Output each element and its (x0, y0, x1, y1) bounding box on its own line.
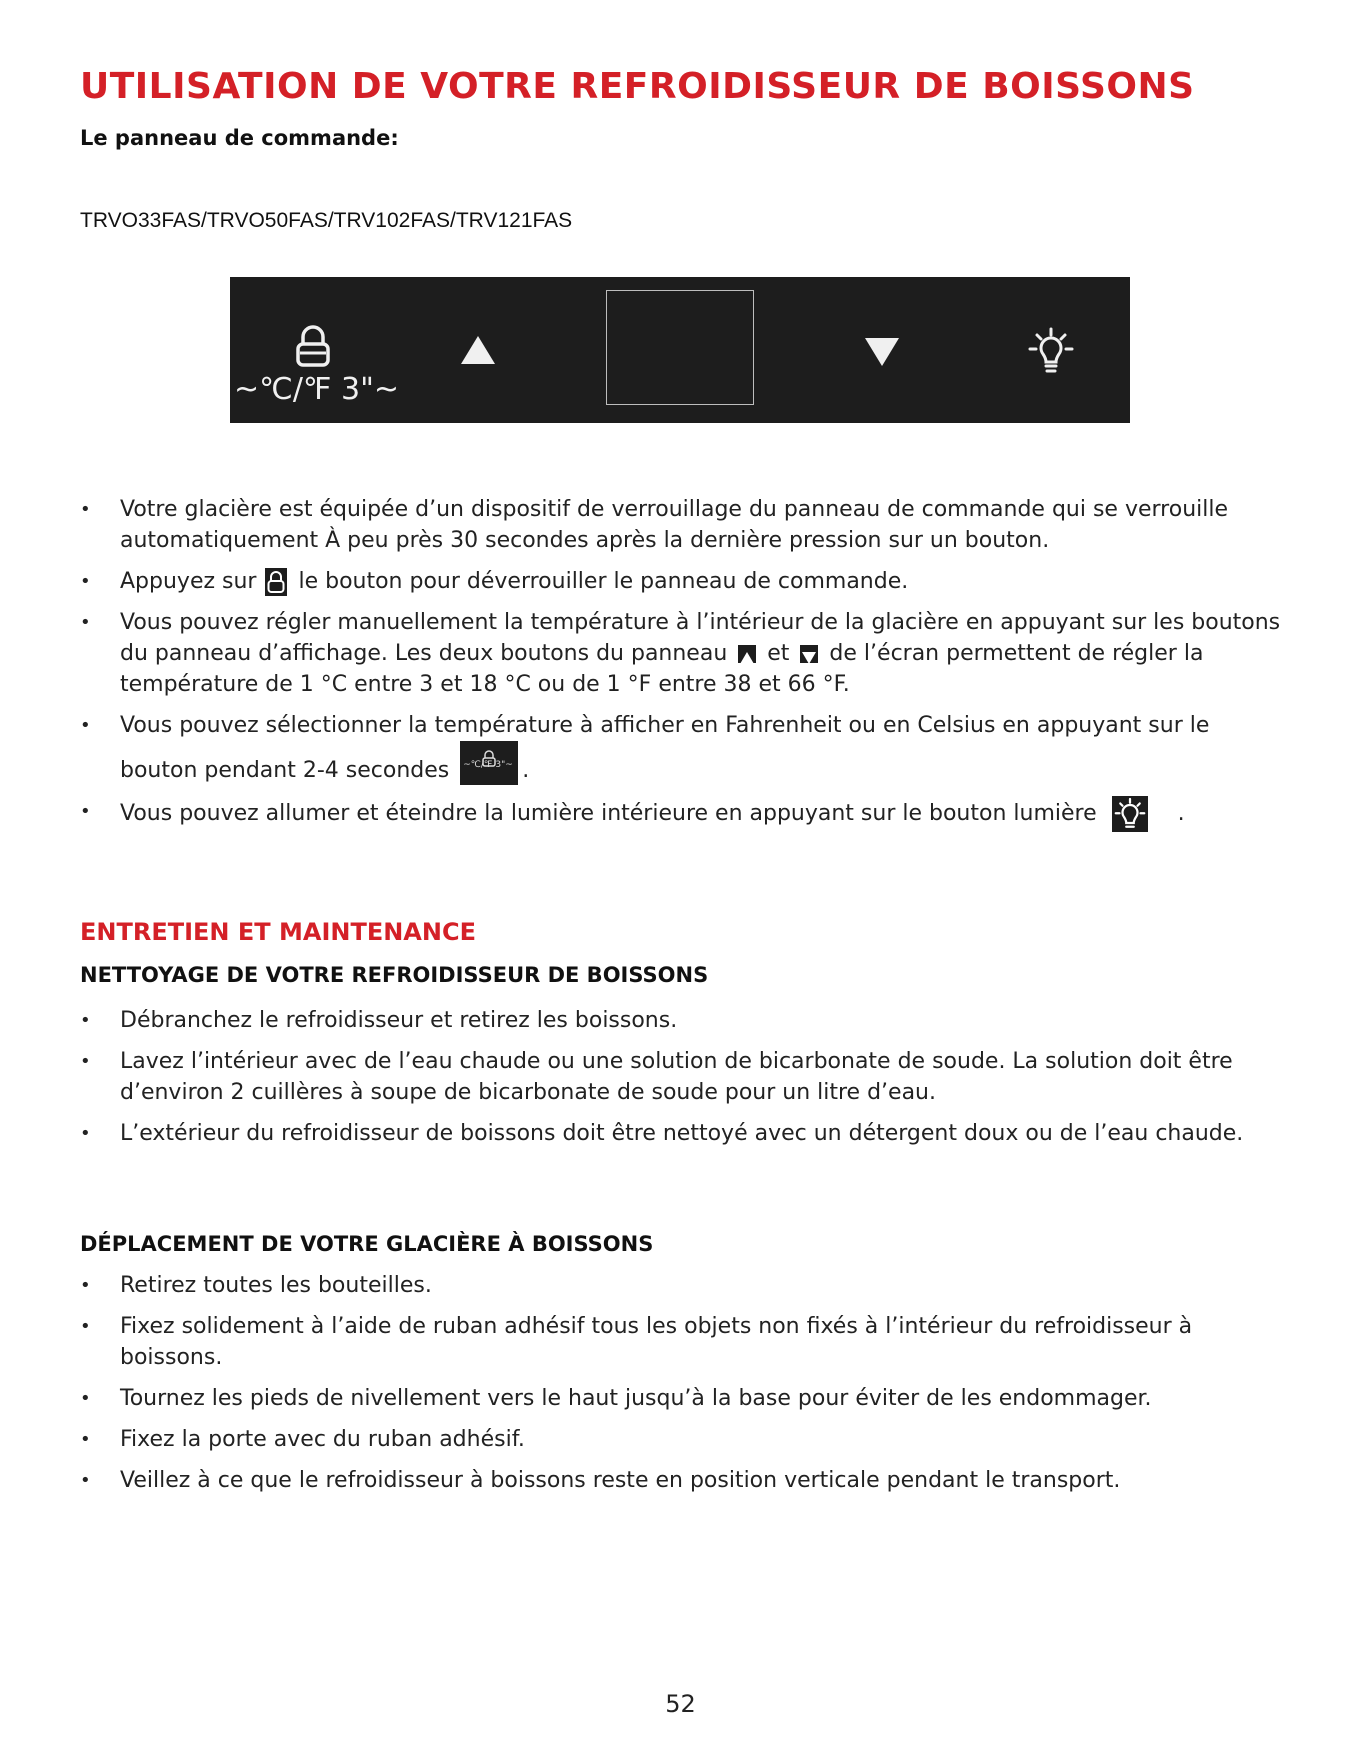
display-screen (606, 290, 754, 405)
down-arrow-icon (862, 335, 902, 369)
cleaning-list (80, 1005, 1290, 1159)
list-item: • Votre glacière est équipée d’un dispositif de verrouillage du panneau de commande qui se verrouille automatiquement À peu près 30 secondes après la dernière pression sur un bouton. (80, 494, 1290, 556)
usage-instructions-list (80, 494, 1290, 842)
list-item: • Vous pouvez sélectionner la température à afficher en Fahrenheit ou en Celsius en appuyant sur le bouton pendant 2-4 secondes ~℃/℉ 3"~ . (80, 710, 1290, 786)
light-button-icon (1112, 796, 1148, 832)
list-item: • Retirez toutes les bouteilles. (80, 1270, 1290, 1301)
list-item: • Tournez les pieds de nivellement vers le haut jusqu’à la base pour éviter de les endommager. (80, 1383, 1290, 1414)
list-item: • Lavez l’intérieur avec de l’eau chaude ou une solution de bicarbonate de soude. La solution doit être d’environ 2 cuillères à soupe de bicarbonate de soude pour un litre d’eau. (80, 1046, 1290, 1108)
moving-heading: DÉPLACEMENT DE VOTRE GLACIÈRE À BOISSONS (80, 1232, 654, 1256)
maintenance-section-title: ENTRETIEN ET MAINTENANCE (80, 918, 476, 946)
list-item: • L’extérieur du refroidisseur de boissons doit être nettoyé avec un détergent doux ou de l’eau chaude. (80, 1118, 1290, 1149)
down-button-icon (800, 645, 818, 663)
light-bulb-icon (1028, 327, 1074, 375)
moving-list (80, 1270, 1290, 1506)
model-numbers: TRVO33FAS/TRVO50FAS/TRV102FAS/TRV121FAS (80, 209, 573, 232)
cleaning-heading: NETTOYAGE DE VOTRE REFROIDISSEUR DE BOISSONS (80, 963, 709, 987)
unit-toggle-label: ~℃/℉ 3"~ (234, 372, 400, 407)
list-item: • Fixez solidement à l’aide de ruban adhésif tous les objets non fixés à l’intérieur du refroidisseur à boissons. (80, 1311, 1290, 1373)
page-title: UTILISATION DE VOTRE REFROIDISSEUR DE BOISSONS (80, 66, 1195, 107)
list-item: • Veillez à ce que le refroidisseur à boissons reste en position verticale pendant le transport. (80, 1465, 1290, 1496)
list-item: • Vous pouvez allumer et éteindre la lumière intérieure en appuyant sur le bouton lumière . (80, 796, 1290, 832)
control-panel-subtitle: Le panneau de commande: (80, 126, 399, 150)
list-item: • Fixez la porte avec du ruban adhésif. (80, 1424, 1290, 1455)
list-item: • Appuyez sur le bouton pour déverrouiller le panneau de commande. (80, 566, 1290, 597)
page-number: 52 (665, 1690, 696, 1718)
up-arrow-icon (458, 333, 498, 367)
lock-icon (292, 324, 334, 368)
control-panel-illustration (230, 277, 1130, 423)
up-button-icon (738, 645, 756, 663)
lock-unit-button-icon (460, 741, 518, 785)
lock-button-icon (265, 568, 287, 596)
unit-toggle-label-small: ~℃/℉ 3"~ (463, 760, 513, 770)
list-item: • Débranchez le refroidisseur et retirez les boissons. (80, 1005, 1290, 1036)
list-item: • Vous pouvez régler manuellement la température à l’intérieur de la glacière en appuyant sur les boutons du panneau d’affichage. Les deux boutons du panneau et de l’écran permettent de régler la température de 1 °C entre 3 et 18 °C ou de 1 °F entre 38 et 66 °F. (80, 607, 1290, 700)
